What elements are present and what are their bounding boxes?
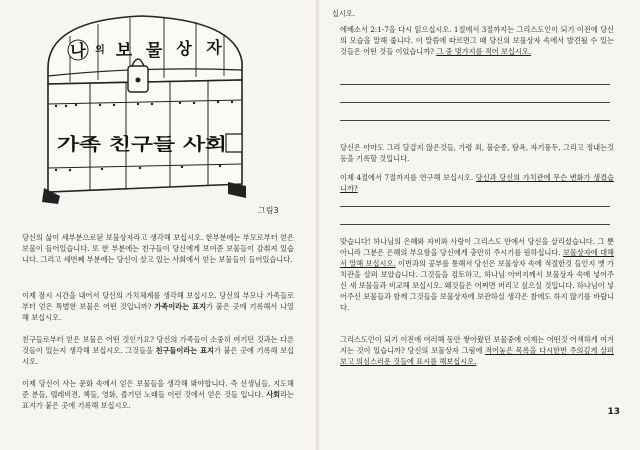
right-p2-text: 당신은 아마도 그리 달갑지 않은것들, 가령 죄, 불순종, 탐욕, 자기풍두, 그리고 정내는것 등을 기록할 것입니다. (340, 143, 614, 163)
right-p3-text: 이제 4절에서 7절까지를 연구해 보십시오. (340, 173, 476, 182)
treasure-chest-illustration (30, 6, 258, 212)
right-paragraph-5 (340, 334, 614, 367)
left-p3-end-text: 가 붙은 곳에 기록해 보십시오. (22, 346, 294, 366)
answer-line[interactable] (340, 224, 610, 225)
chest-caption: 가족 친구들 사회 (57, 135, 184, 155)
friends-label-text: 친구들이라는 표지 (155, 346, 214, 355)
left-paragraph-4 (22, 378, 294, 411)
chest-title-char: 물 (145, 41, 163, 61)
right-paragraph-4 (340, 236, 614, 313)
chest-title-char: 나 (70, 41, 86, 60)
answer-line[interactable] (340, 120, 610, 121)
left-p4-text: 이제 당신이 사는 문화 속에서 얻은 보물들을 생각해 봐야합니다. 즉 선생님들, 지도해준 분들, 텔레비젼, 책들, 영화, 즐기던 노래들 이런 것에서 얻은 것들 입니다. (22, 379, 294, 399)
right-p5-underlined: 적어놓은 목록을 다시한번 주의깊게 살펴보고 의심스러운 것들에 표시를 해보십시오. (340, 346, 614, 366)
chest-title-char: 의 (95, 45, 105, 56)
right-p0-text: 십시오. (332, 9, 356, 18)
right-paragraph-3 (340, 172, 614, 194)
right-p5-text: 그리스도인이 되기 이전에 여러해 동안 쌓아왔던 보물중에 이제는 어떤것 어색하게 여겨지는 것이 있습니까? 당신의 보물상자 그림에 (340, 335, 614, 355)
right-paragraph-2 (340, 142, 614, 164)
answer-line[interactable] (340, 102, 610, 103)
left-p2-text: 이제 잠시 시간을 내어서 당신의 가치체계를 생각해 보십시오. 당신의 부모나 가족들로부터 얻은 특별한 보물은 어떤 것입니까? (22, 291, 294, 311)
figure-label: 그림3 (258, 206, 279, 215)
right-p1-underlined: 그 중 몇가지를 적어 보십시오. (436, 47, 532, 56)
left-p3-text: 친구들로부터 얻은 보물은 어떤 것인가요? 당신의 가족들이 소중히 여기던 것과는 다른 것들이 있는지 생각해 보십시오. 그것들을 (22, 335, 294, 355)
society-label-text: 사회 (266, 390, 281, 399)
answer-line[interactable] (340, 206, 610, 207)
left-p4-end-text: 라는 표지가 붙은 곳에 기록해 보십시오. (22, 390, 294, 410)
right-paragraph-1 (340, 24, 614, 57)
chest-title-char: 보 (115, 41, 133, 61)
right-p4-underlined: 보물상자에 대해서 말해 보십시오. (340, 248, 615, 268)
answer-line[interactable] (340, 84, 610, 85)
right-page (322, 0, 640, 450)
page-number: 13 (607, 407, 620, 417)
left-paragraph-1 (22, 232, 294, 265)
right-p3-underlined: 당신과 당신의 가치관에 무슨 변화가 생겼습니까? (340, 173, 615, 193)
left-paragraph-2 (22, 290, 294, 323)
left-page (0, 0, 318, 450)
left-paragraph-3 (22, 334, 294, 367)
right-paragraph-0 (332, 8, 612, 19)
right-p1-text: 에베소서 2:1-7을 다시 읽으십시오. 1절에서 3절까지는 그리스도인이 되기 이전에 당신의 모습을 말해 줍니다. 이 말씀에 따르면그 때 당신의 보물상자 속에서 발견될 수 있는 것들은 어떤 것들 이었습니까? (340, 25, 614, 56)
right-p4-end-text: 이번과의 공부를 통해서 당신은 보물상자 속에 적절한것 들인지 옛 가치관을 살펴 보았습니다. 그것들을 검토하고, 하나님 아버지께서 보물상자 속에 넣어주신 새 보물들과 비교해 보십시오. 왜것들은 어쩌면 버리고 싶으실 것입니다. 하나님이 넣어주신 보물들과 함께 그것들을 보물상자에 보관하실 생각은 참에도 하지 않기를 바랍니다. (340, 259, 614, 312)
chest-title-char: 자 (206, 38, 222, 57)
chest-title-char: 상 (176, 39, 192, 58)
left-p2-end-text: 가 붙은 곳에 기록해서 나열해 보십시오. (22, 302, 295, 322)
left-p1-text: 당신의 삶이 세부분으로된 보물상자라고 생각해 보십시오. 한부분에는 부모로부터 얻은 보물이 들어있습니다. 또 한 부분에는 친구들이 당신에게 보여준 보물들이 감춰져 있습니다. 그리고 세번째 부분에는 당신이 살고 있는 사회에서 얻는 보물들이 들어있습니다. (22, 233, 294, 264)
right-p4-text: 맞습니다! 하나님의 은혜와 자비와 사랑이 그리스도 안에서 당신을 살리셨습니다. 그 뿐아니라 그분은 은혜의 부요함을 당신에게 충만히 주시기를 원하십니다. (340, 237, 614, 257)
family-label-text: 가족이라는 표지 (154, 302, 207, 311)
